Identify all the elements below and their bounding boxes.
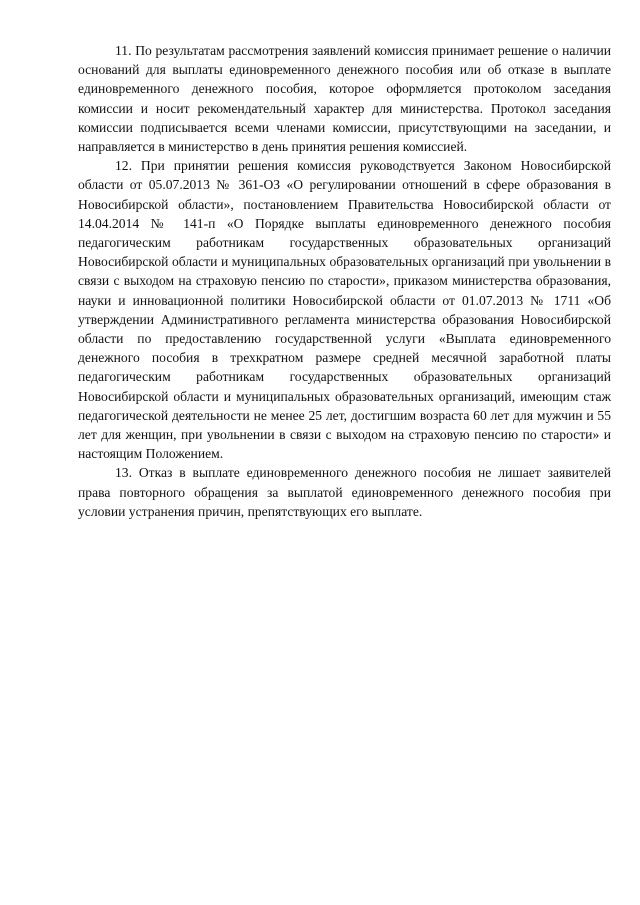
document-body: [78, 41, 611, 521]
paragraph-13: 13. Отказ в выплате единовременного денежного пособия не лишает заявителей права повторного обращения за выплатой единовременного денежного пособия при условии устранения причин, препятствующих его выплате.: [78, 465, 611, 519]
paragraph-12: 12. При принятии решения комиссия руководствуется Законом Новосибирской области от 05.07.2013 № 361-ОЗ «О регулировании отношений в сфере образования в Новосибирской области», постановлением Правительства Новосибирской области от 14.04.2014 № 141-п «О Порядке выплаты единовременного денежного пособия педагогическим работникам государственных образовательных организаций Новосибирской области и муниципальных образовательных организаций при увольнении в связи с выходом на страховую пенсию по старости», приказом министерства образования, науки и инновационной политики Новосибирской области от 01.07.2013 № 1711 «Об утверждении Административного регламента министерства образования Новосибирской области по предоставлению государственной услуги «Выплата единовременного денежного пособия в трехкратном размере средней месячной заработной платы педагогическим работникам государственных образовательных организаций Новосибирской области и муниципальных образовательных организаций, имеющим стаж педагогической деятельности не менее 25 лет, достигшим возраста 60 лет для мужчин и 55 лет для женщин, при увольнении в связи с выходом на страховую пенсию по старости» и настоящим Положением.: [78, 158, 611, 462]
paragraph-11: 11. По результатам рассмотрения заявлений комиссия принимает решение о наличии оснований для выплаты единовременного денежного пособия или об отказе в выплате единовременного денежного пособия, которое оформляется протоколом заседания комиссии и носит рекомендательный характер для министерства. Протокол заседания комиссии подписывается всеми членами комиссии, присутствующими на заседании, и направляется в министерство в день принятия решения комиссией.: [78, 43, 611, 155]
